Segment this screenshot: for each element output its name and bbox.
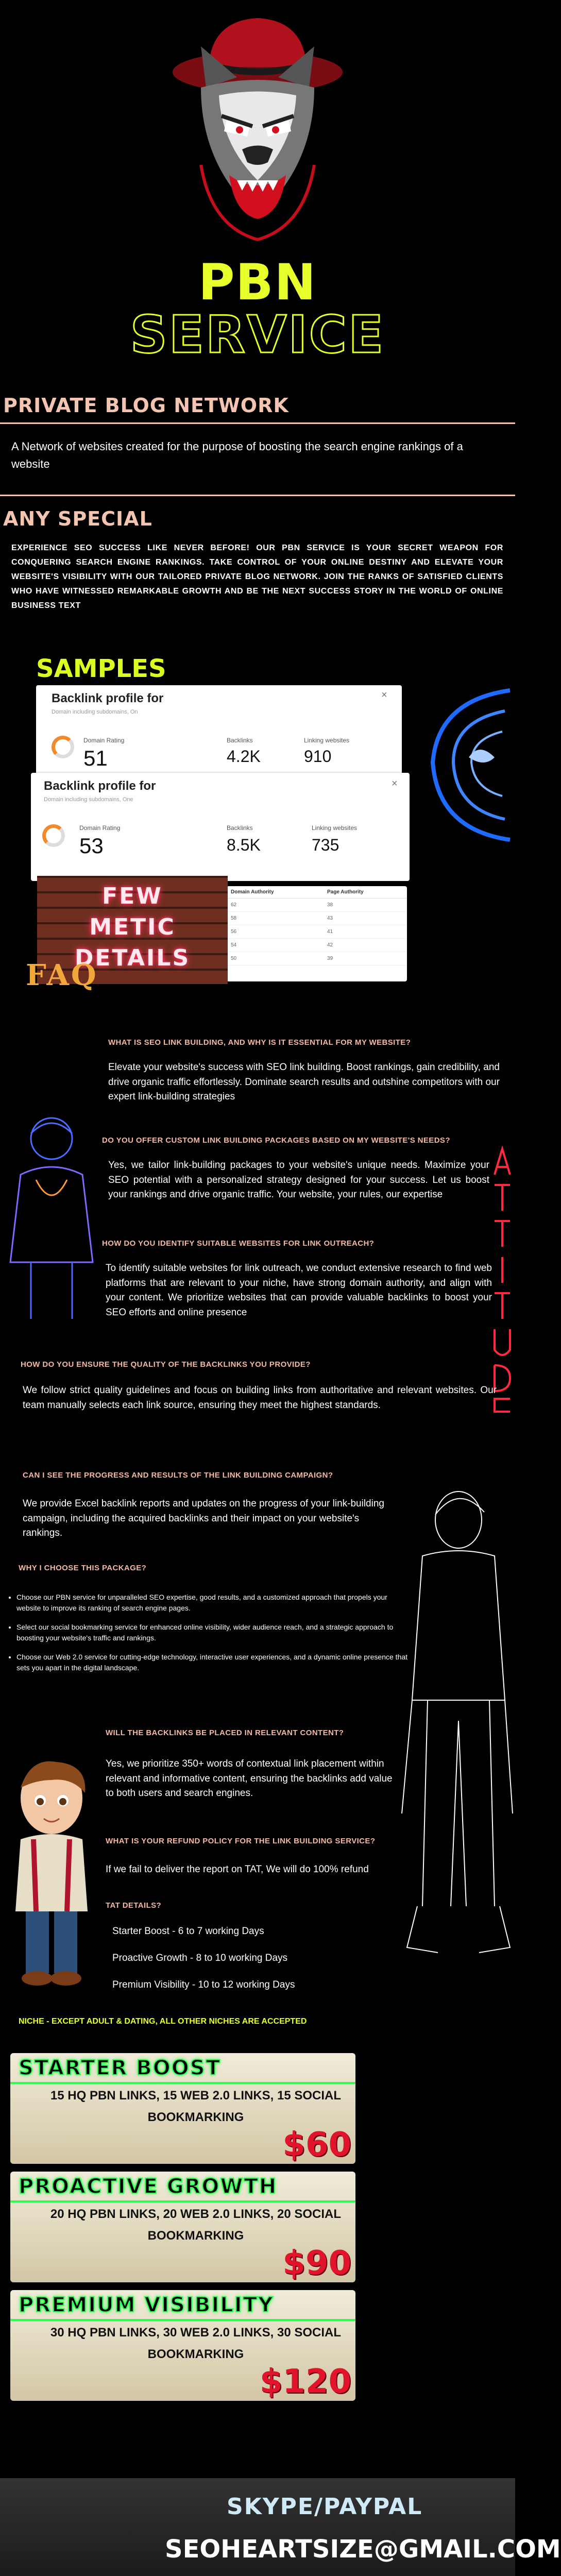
faq-question: TAT DETAILS?: [106, 1901, 162, 1910]
linking-websites-label: Linking websites: [304, 737, 350, 744]
table-cell: 56: [227, 925, 323, 939]
contact-label: SKYPE/PAYPAL: [227, 2494, 423, 2520]
neon-figure-art: [0, 1108, 103, 1324]
neon-text: FEW: [102, 883, 163, 909]
any-special-description: EXPERIENCE SEO SUCCESS LIKE NEVER BEFORE! OUR PBN SERVICE IS YOUR SECRET WEAPON FOR CONQUERING SEARCH ENGINE RANKINGS. TAKE CONTROL OF YOUR ONLINE DESTINY AND ELEVATE YOUR WEBSITE'S VISIBILITY WITH OUR TAILORED PRIVATE BLOG NETWORK. JOIN THE RANKS OF SATISFIED CLIENTS WHO HAVE WITNESSED REMARKABLE GROWTH AND BE THE NEXT SUCCESS STORY IN THE WORLD OF ONLINE BUSINESS TEXT: [11, 544, 503, 610]
list-item: • Choose our Web 2.0 service for cutting-edge technology, interactive user experiences, and a dynamic online presence that sets you apart in the digital landscape.: [16, 1652, 413, 1673]
package-name: PREMIUM VISIBILITY: [19, 2293, 274, 2317]
samples-title: SAMPLES: [36, 654, 166, 683]
domain-rating-label: Domain Rating: [79, 824, 121, 832]
table-cell: 62: [227, 899, 323, 912]
linking-websites-label: Linking websites: [312, 824, 358, 832]
faq-question: WILL THE BACKLINKS BE PLACED IN RELEVANT CONTENT?: [106, 1728, 344, 1737]
faq-answer: Yes, we prioritize 350+ words of contextual link placement within relevant and informative content, ensuring the backlinks add value to both users and search engines.: [106, 1758, 393, 1799]
backlink-profile-card: [36, 685, 402, 778]
package-name: STARTER BOOST: [19, 2056, 221, 2080]
faq-question: WHAT IS YOUR REFUND POLICY FOR THE LINK BUILDING SERVICE?: [106, 1837, 376, 1845]
tat-item: Premium Visibility - 10 to 12 working Days: [112, 1979, 295, 1990]
card-subtitle: Domain including subdomains, On: [52, 709, 138, 715]
faq-question: WHAT IS SEO LINK BUILDING, AND WHY IS IT ESSENTIAL FOR MY WEBSITE?: [108, 1038, 411, 1047]
package-price: $60: [282, 2126, 351, 2164]
package-features-line: BOOKMARKING: [147, 2229, 244, 2243]
package-features-line: 20 HQ PBN LINKS, 20 WEB 2.0 LINKS, 20 SOCIAL: [50, 2207, 342, 2221]
tat-item: Proactive Growth - 8 to 10 working Days: [112, 1953, 288, 1963]
package-features: [41, 2322, 350, 2365]
table-row: [227, 925, 407, 939]
blue-spiral-art: [407, 680, 515, 850]
cartoon-boy-art: [0, 1752, 103, 1994]
faq-question: HOW DO YOU ENSURE THE QUALITY OF THE BACKLINKS YOU PROVIDE?: [21, 1360, 311, 1369]
table-header: Page Authority: [323, 886, 407, 899]
faq-answer: To identify suitable websites for link outreach, we conduct extensive research to find web platforms that are relevant to your niche, have strong domain authority, and align with your content. We prioritize websites that can provide valuable backlinks to boost your SEO efforts and online presence: [106, 1263, 492, 1318]
faq-question: WHY I CHOOSE THIS PACKAGE?: [19, 1564, 147, 1572]
niche-note: NICHE - EXCEPT ADULT & DATING, ALL OTHER NICHES ARE ACCEPTED: [19, 2017, 307, 2026]
brand-title-service: SERVICE: [130, 304, 385, 365]
package-divider: [10, 2319, 355, 2321]
table-header: Domain Authority: [227, 886, 323, 899]
sketch-person-art: [402, 1484, 515, 1999]
package-price: $90: [282, 2244, 351, 2282]
neon-text: DETAILS: [74, 945, 191, 971]
list-item: • Select our social bookmarking service for enhanced online visibility, wider audience reach, and a strategic approach to boosting your website's traffic and rankings.: [16, 1622, 413, 1643]
faq-question: HOW DO YOU IDENTIFY SUITABLE WEBSITES FOR LINK OUTREACH?: [102, 1239, 375, 1248]
card-subtitle: Domain including subdomains, One: [44, 796, 133, 803]
package-card-starter[interactable]: [10, 2053, 355, 2164]
attitude-vertical-art: [489, 1144, 515, 1412]
table-row: [227, 912, 407, 925]
backlinks-value: 4.2K: [227, 747, 261, 766]
section-divider: [0, 495, 515, 496]
domain-rating-ring-icon: [42, 824, 65, 847]
backlinks-label: Backlinks: [227, 737, 253, 744]
pbn-description: A Network of websites created for the purpose of boosting the search engine rankings of a website: [11, 440, 463, 471]
faq-answer: We follow strict quality guidelines and focus on building links from authoritative and relevant websites. Our team manually selects each link source, ensuring they meet the highest standards.: [23, 1385, 497, 1411]
table-cell: 54: [227, 939, 323, 952]
brand-title-pbn: PBN: [198, 253, 317, 311]
faq-answer: We provide Excel backlink reports and updates on the progress of your link-building campaign, including the acquired backlinks and their impact on your website's rankings.: [23, 1498, 384, 1538]
table-cell: 39: [323, 952, 407, 965]
backlinks-value: 8.5K: [227, 836, 261, 854]
neon-text: METIC: [89, 914, 176, 940]
faq-answer: Yes, we tailor link-building packages to your website's unique needs. Maximize your SEO potential with a personalized strategy designed for your success. Let us boost your rankings and drive organic traffic. Your website, your rules, our expertise: [108, 1160, 489, 1200]
faq-answer: If we fail to deliver the report on TAT, We will do 100% refund: [106, 1864, 369, 1875]
table-cell: 43: [323, 912, 407, 925]
table-cell: 58: [227, 912, 323, 925]
package-features-line: BOOKMARKING: [147, 2347, 244, 2361]
package-features-line: 30 HQ PBN LINKS, 30 WEB 2.0 LINKS, 30 SOCIAL: [50, 2326, 342, 2340]
package-divider: [10, 2200, 355, 2202]
faq-question: DO YOU OFFER CUSTOM LINK BUILDING PACKAGES BASED ON MY WEBSITE'S NEEDS?: [102, 1136, 450, 1145]
backlinks-label: Backlinks: [227, 824, 253, 832]
package-name: PROACTIVE GROWTH: [19, 2175, 278, 2198]
faq-title: FAQ: [26, 958, 98, 992]
domain-rating-ring-icon: [52, 736, 74, 758]
domain-rating-label: Domain Rating: [83, 737, 125, 744]
table-cell: 50: [227, 952, 323, 965]
package-card-proactive[interactable]: [10, 2172, 355, 2282]
wolf-mascot-logo: [170, 10, 345, 252]
table-row: [227, 939, 407, 952]
card-title: Backlink profile for: [44, 779, 156, 793]
domain-rating-value: 51: [83, 746, 108, 770]
linking-websites-value: 735: [312, 836, 339, 854]
linking-websites-value: 910: [304, 747, 332, 766]
domain-rating-value: 53: [79, 834, 104, 858]
close-icon[interactable]: ×: [392, 778, 398, 789]
domain-authority-table-card: [227, 886, 407, 981]
section-divider: [0, 422, 515, 424]
section-title-pbn: PRIVATE BLOG NETWORK: [3, 394, 289, 417]
package-card-premium[interactable]: [10, 2290, 355, 2401]
table-cell: 38: [323, 899, 407, 912]
section-title-any-special: ANY SPECIAL: [3, 507, 152, 530]
card-title: Backlink profile for: [52, 691, 164, 705]
table-cell: 42: [323, 939, 407, 952]
close-icon[interactable]: ×: [381, 689, 387, 701]
table-cell: 41: [323, 925, 407, 939]
domain-authority-table: [227, 886, 407, 965]
package-divider: [10, 2082, 355, 2084]
package-features-line: 15 HQ PBN LINKS, 15 WEB 2.0 LINKS, 15 SOCIAL: [50, 2089, 342, 2103]
table-row: [227, 899, 407, 912]
contact-email[interactable]: SEOHEARTSIZE@GMAIL.COM: [165, 2535, 561, 2564]
backlink-profile-card: [31, 773, 410, 881]
faq-question: CAN I SEE THE PROGRESS AND RESULTS OF THE LINK BUILDING CAMPAIGN?: [23, 1471, 333, 1480]
package-price: $120: [259, 2363, 351, 2401]
table-row: [227, 952, 407, 965]
package-features-line: BOOKMARKING: [147, 2110, 244, 2124]
faq-answer: Elevate your website's success with SEO link building. Boost rankings, gain credibility, and drive organic traffic effortlessly. Dominate search results and outshine competitors with our expert link-building strategies: [108, 1062, 500, 1102]
why-choose-list: [7, 1592, 413, 1682]
tat-item: Starter Boost - 6 to 7 working Days: [112, 1926, 264, 1937]
list-item: • Choose our PBN service for unparalleled SEO expertise, good results, and a customized approach that propels your website to improve its ranking of search engine pages.: [16, 1592, 413, 1614]
package-features: [41, 2085, 350, 2128]
package-features: [41, 2204, 350, 2247]
